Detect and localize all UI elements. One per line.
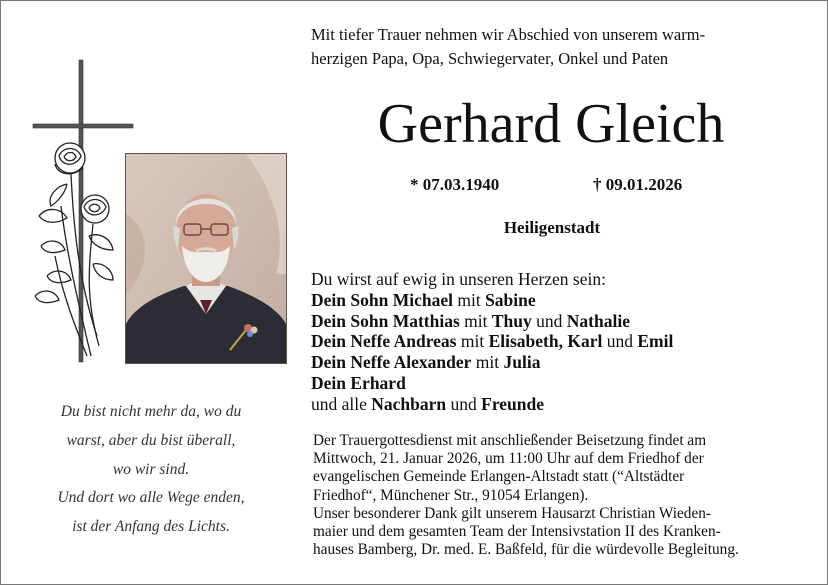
intro-line: Mit tiefer Trauer nehmen wir Abschied von unserem warm- — [311, 25, 706, 44]
mourner-name: Emil — [637, 331, 674, 352]
mourner-line — [311, 394, 811, 415]
portrait-photo — [125, 153, 287, 364]
mourner-name: Dein Sohn Michael — [311, 289, 453, 310]
mourner-name: Elisabeth, Karl — [488, 331, 603, 352]
service-line: evangelischen Gemeinde Erlangen-Altstadt statt (“Altstädter — [313, 468, 685, 486]
service-line: maier und dem gesamten Team der Intensivstation II des Kranken- — [313, 523, 721, 541]
mourner-line — [311, 352, 811, 373]
poem — [21, 398, 281, 542]
deceased-name: Gerhard Gleich — [377, 93, 725, 155]
poem-line: Du bist nicht mehr da, wo du — [60, 403, 242, 420]
mourner-connector: mit — [456, 331, 489, 352]
mourner-line — [311, 373, 811, 394]
mourner-name: Dein Erhard — [311, 372, 406, 393]
mourner-connector: und alle — [311, 393, 372, 414]
mourner-line — [311, 311, 811, 332]
mourners-lines — [311, 290, 811, 415]
intro-line: herzigen Papa, Opa, Schwiegervater, Onkel und Paten — [311, 49, 669, 68]
mourner-name: Freunde — [481, 393, 545, 414]
mourner-name: Dein Neffe Andreas — [311, 331, 457, 352]
mourner-connector: und — [446, 393, 482, 414]
service-line: Der Trauergottesdienst mit anschließender Beisetzung findet am — [313, 432, 707, 449]
service-line: Friedhof“, Münchener Str., 91054 Erlangen). — [313, 486, 589, 504]
mourner-line — [311, 331, 811, 352]
cross-with-roses-icon — [27, 56, 135, 366]
birth-date: * 07.03.1940 — [410, 175, 500, 194]
mourner-connector: und — [602, 331, 638, 352]
poem-line: ist der Anfang des Lichts. — [72, 518, 230, 536]
mourner-connector: und — [531, 310, 567, 331]
mourner-name: Julia — [503, 352, 541, 373]
mourner-name: Nathalie — [566, 310, 630, 331]
mourner-connector: mit — [471, 352, 504, 373]
service-line: hauses Bamberg, Dr. med. E. Baßfeld, für die würdevolle Begleitung. — [313, 541, 739, 559]
poem-line: wo wir sind. — [112, 460, 190, 478]
intro-text — [311, 23, 811, 71]
mourner-connector: mit — [452, 289, 486, 310]
poem-line: warst, aber du bist überall, — [66, 431, 236, 449]
death-date: † 09.01.2026 — [593, 175, 683, 194]
mourner-line — [311, 290, 811, 311]
service-notice — [313, 432, 823, 559]
service-line: Unser besonderer Dank gilt unserem Hausarzt Christian Wieden- — [313, 504, 711, 522]
mourner-name: Sabine — [485, 289, 536, 310]
mourners-intro: Du wirst auf ewig in unseren Herzen sein: — [311, 269, 606, 289]
mourners-list — [311, 269, 811, 415]
mourner-connector: mit — [459, 310, 492, 331]
mourner-name: Thuy — [491, 310, 532, 331]
poem-line: Und dort wo alle Wege enden, — [57, 489, 245, 507]
mourner-name: Nachbarn — [371, 393, 447, 414]
service-line: Mittwoch, 21. Januar 2026, um 11:00 Uhr auf dem Friedhof der — [313, 450, 704, 468]
place-name: Heiligenstadt — [503, 218, 601, 237]
mourner-name: Dein Neffe Alexander — [311, 352, 472, 373]
mourner-name: Dein Sohn Matthias — [311, 310, 460, 331]
